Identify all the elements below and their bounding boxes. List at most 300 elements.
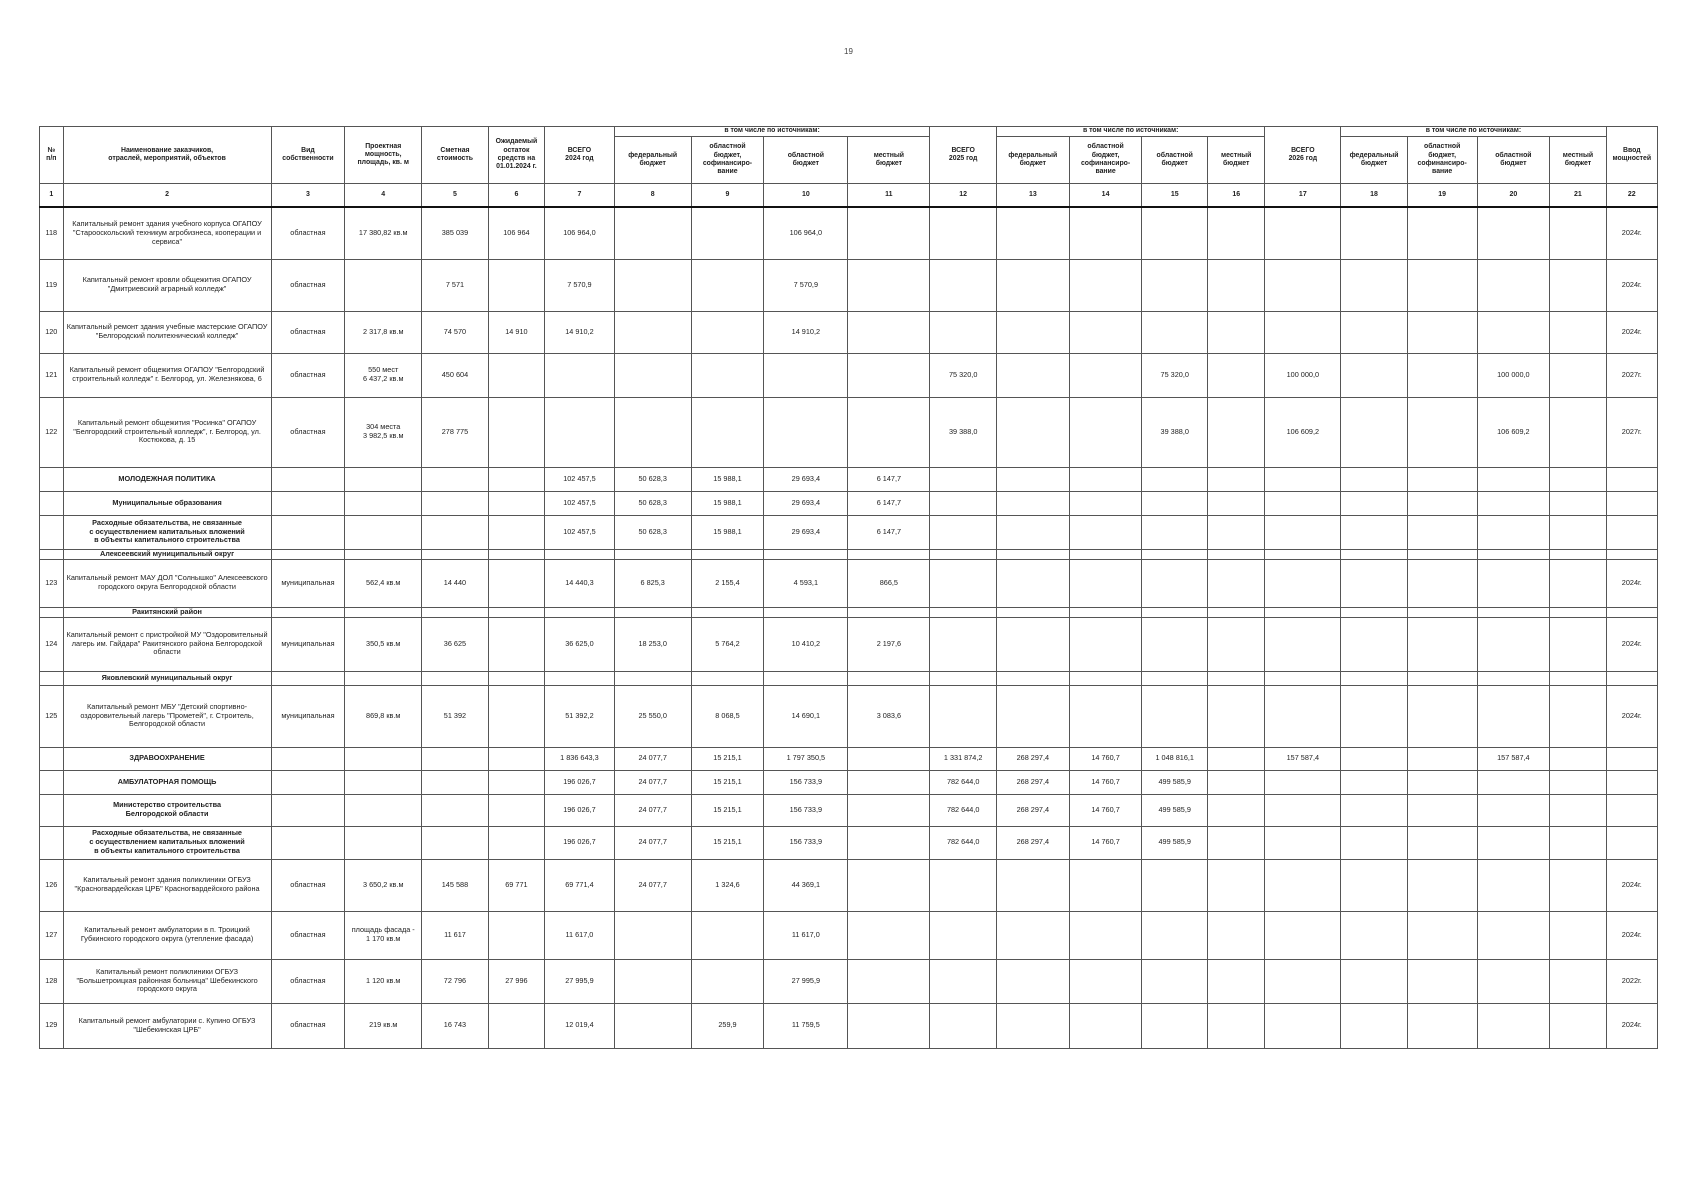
section-row	[40, 747, 1658, 770]
total-2024-cell: 1 836 643,3	[545, 747, 615, 770]
cofinancing-2025-cell	[1069, 207, 1142, 259]
row-number: 121	[40, 353, 64, 397]
cofinancing-2025-cell: 14 760,7	[1069, 770, 1142, 794]
capacity-cell: площадь фасада - 1 170 кв.м	[345, 911, 422, 959]
total-2026-cell	[1265, 491, 1341, 515]
local-2025-cell	[1208, 617, 1265, 671]
column-number: 20	[1477, 184, 1550, 208]
row-number	[40, 770, 64, 794]
investment-table	[39, 126, 1658, 1049]
total-2026-cell: 106 609,2	[1265, 397, 1341, 467]
commissioning-cell	[1606, 770, 1657, 794]
local-2025-cell	[1208, 959, 1265, 1003]
local-2026-cell	[1550, 911, 1606, 959]
column-number: 2	[63, 184, 271, 208]
cost-cell	[422, 607, 489, 617]
federal-2025-cell	[996, 259, 1069, 311]
cost-cell	[422, 794, 489, 826]
row-number: 129	[40, 1003, 64, 1048]
total-2024-cell: 7 570,9	[545, 259, 615, 311]
local-2026-cell	[1550, 747, 1606, 770]
federal-2025-cell	[996, 467, 1069, 491]
local-2024-cell	[848, 747, 930, 770]
object-name: Расходные обязательства, не связанные с осуществлением капитальных вложений в объекты капитального строительства	[63, 826, 271, 859]
cofinancing-2024-cell: 259,9	[691, 1003, 764, 1048]
local-2025-cell	[1208, 467, 1265, 491]
federal-2026-cell	[1341, 559, 1408, 607]
cofinancing-2026-cell	[1407, 794, 1477, 826]
header-local-2026: местный бюджет	[1550, 137, 1606, 184]
cofinancing-2026-cell	[1407, 559, 1477, 607]
cost-cell	[422, 770, 489, 794]
object-name: Капитальный ремонт общежития "Росинка" ОГАПОУ "Белгородский строительный колледж", г. Белгород, ул. Костюкова, д. 15	[63, 397, 271, 467]
federal-2025-cell	[996, 685, 1069, 747]
commissioning-cell	[1606, 607, 1657, 617]
regional-2024-cell: 11 759,5	[764, 1003, 848, 1048]
ownership-cell: областная	[271, 259, 345, 311]
federal-2024-cell	[614, 549, 691, 559]
column-number: 22	[1606, 184, 1657, 208]
cost-cell	[422, 491, 489, 515]
local-2024-cell	[848, 259, 930, 311]
local-2024-cell	[848, 207, 930, 259]
local-2026-cell	[1550, 959, 1606, 1003]
regional-2025-cell: 499 585,9	[1142, 826, 1208, 859]
total-2025-cell: 782 644,0	[930, 770, 997, 794]
commissioning-cell: 2027г.	[1606, 353, 1657, 397]
header-total-2026: ВСЕГО 2026 год	[1265, 127, 1341, 184]
cofinancing-2024-cell: 15 988,1	[691, 467, 764, 491]
remaining-cell: 106 964	[488, 207, 544, 259]
cofinancing-2026-cell	[1407, 207, 1477, 259]
section-row	[40, 549, 1658, 559]
object-name: Капитальный ремонт здания поликлиники ОГБУЗ "Красногвардейская ЦРБ" Красногвардейского района	[63, 859, 271, 911]
local-2024-cell: 3 083,6	[848, 685, 930, 747]
total-2026-cell	[1265, 515, 1341, 549]
object-name: Капитальный ремонт амбулатории в п. Троицкий Губкинского городского округа (утепление фасада)	[63, 911, 271, 959]
total-2025-cell: 1 331 874,2	[930, 747, 997, 770]
regional-2026-cell	[1477, 617, 1550, 671]
capacity-cell: 869,8 кв.м	[345, 685, 422, 747]
capacity-cell: 219 кв.м	[345, 1003, 422, 1048]
column-number: 8	[614, 184, 691, 208]
regional-2024-cell: 14 690,1	[764, 685, 848, 747]
total-2024-cell: 27 995,9	[545, 959, 615, 1003]
cofinancing-2025-cell	[1069, 911, 1142, 959]
header-sources-2026: в том числе по источникам:	[1341, 127, 1606, 137]
regional-2025-cell	[1142, 959, 1208, 1003]
remaining-cell	[488, 607, 544, 617]
column-number: 15	[1142, 184, 1208, 208]
cofinancing-2026-cell	[1407, 259, 1477, 311]
local-2026-cell	[1550, 794, 1606, 826]
local-2026-cell	[1550, 491, 1606, 515]
cofinancing-2025-cell	[1069, 397, 1142, 467]
regional-2025-cell	[1142, 671, 1208, 685]
commissioning-cell	[1606, 671, 1657, 685]
total-2025-cell	[930, 549, 997, 559]
row-number: 123	[40, 559, 64, 607]
ownership-cell: областная	[271, 397, 345, 467]
cost-cell	[422, 671, 489, 685]
header-local-2024: местный бюджет	[848, 137, 930, 184]
local-2025-cell	[1208, 671, 1265, 685]
total-2025-cell	[930, 515, 997, 549]
commissioning-cell: 2024г.	[1606, 259, 1657, 311]
regional-2026-cell	[1477, 207, 1550, 259]
local-2025-cell	[1208, 911, 1265, 959]
federal-2026-cell	[1341, 794, 1408, 826]
federal-2025-cell	[996, 549, 1069, 559]
regional-2026-cell	[1477, 1003, 1550, 1048]
cost-cell: 11 617	[422, 911, 489, 959]
total-2025-cell: 782 644,0	[930, 794, 997, 826]
total-2024-cell: 51 392,2	[545, 685, 615, 747]
cost-cell	[422, 826, 489, 859]
ownership-cell: муниципальная	[271, 685, 345, 747]
total-2024-cell: 196 026,7	[545, 826, 615, 859]
ownership-cell	[271, 515, 345, 549]
total-2024-cell: 102 457,5	[545, 515, 615, 549]
row-number	[40, 515, 64, 549]
local-2024-cell: 6 147,7	[848, 491, 930, 515]
cofinancing-2026-cell	[1407, 467, 1477, 491]
total-2026-cell	[1265, 1003, 1341, 1048]
ownership-cell	[271, 671, 345, 685]
federal-2025-cell	[996, 353, 1069, 397]
regional-2024-cell: 4 593,1	[764, 559, 848, 607]
header-name: Наименование заказчиков, отраслей, мероприятий, объектов	[63, 127, 271, 184]
federal-2025-cell	[996, 617, 1069, 671]
local-2024-cell	[848, 397, 930, 467]
federal-2026-cell	[1341, 685, 1408, 747]
total-2026-cell	[1265, 617, 1341, 671]
cost-cell: 278 775	[422, 397, 489, 467]
column-number: 6	[488, 184, 544, 208]
local-2025-cell	[1208, 397, 1265, 467]
capacity-cell	[345, 515, 422, 549]
ownership-cell: областная	[271, 1003, 345, 1048]
header-regional-2026: областной бюджет	[1477, 137, 1550, 184]
cofinancing-2025-cell	[1069, 515, 1142, 549]
federal-2026-cell	[1341, 607, 1408, 617]
section-row	[40, 770, 1658, 794]
ownership-cell	[271, 467, 345, 491]
cofinancing-2024-cell: 15 215,1	[691, 770, 764, 794]
local-2026-cell	[1550, 671, 1606, 685]
total-2026-cell	[1265, 207, 1341, 259]
total-2025-cell	[930, 617, 997, 671]
regional-2026-cell	[1477, 549, 1550, 559]
object-name: Министерство строительства Белгородской области	[63, 794, 271, 826]
cost-cell	[422, 549, 489, 559]
capacity-cell: 1 120 кв.м	[345, 959, 422, 1003]
federal-2026-cell	[1341, 207, 1408, 259]
header-local-2025: местный бюджет	[1208, 137, 1265, 184]
cofinancing-2026-cell	[1407, 353, 1477, 397]
cost-cell: 450 604	[422, 353, 489, 397]
federal-2025-cell	[996, 911, 1069, 959]
remaining-cell	[488, 826, 544, 859]
total-2025-cell	[930, 911, 997, 959]
regional-2024-cell: 29 693,4	[764, 467, 848, 491]
capacity-cell	[345, 467, 422, 491]
federal-2025-cell: 268 297,4	[996, 747, 1069, 770]
federal-2025-cell	[996, 607, 1069, 617]
capacity-cell	[345, 747, 422, 770]
table-row	[40, 311, 1658, 353]
federal-2026-cell	[1341, 859, 1408, 911]
total-2025-cell	[930, 1003, 997, 1048]
federal-2025-cell	[996, 1003, 1069, 1048]
header-capacity: Проектная мощность, площадь, кв. м	[345, 127, 422, 184]
capacity-cell: 17 380,82 кв.м	[345, 207, 422, 259]
object-name: Капитальный ремонт МБУ "Детский спортивно-оздоровительный лагерь "Прометей", г. Строитель, Белгородской области	[63, 685, 271, 747]
cofinancing-2024-cell	[691, 549, 764, 559]
total-2025-cell	[930, 685, 997, 747]
federal-2026-cell	[1341, 747, 1408, 770]
capacity-cell: 350,5 кв.м	[345, 617, 422, 671]
cofinancing-2026-cell	[1407, 671, 1477, 685]
column-number: 10	[764, 184, 848, 208]
regional-2025-cell	[1142, 467, 1208, 491]
regional-2026-cell	[1477, 491, 1550, 515]
federal-2024-cell: 24 077,7	[614, 747, 691, 770]
row-number: 122	[40, 397, 64, 467]
cofinancing-2024-cell: 1 324,6	[691, 859, 764, 911]
federal-2025-cell	[996, 311, 1069, 353]
regional-2026-cell	[1477, 959, 1550, 1003]
header-total-2025: ВСЕГО 2025 год	[930, 127, 997, 184]
total-2025-cell	[930, 467, 997, 491]
federal-2024-cell	[614, 911, 691, 959]
column-number: 13	[996, 184, 1069, 208]
column-number: 17	[1265, 184, 1341, 208]
object-name: Капитальный ремонт общежития ОГАПОУ "Белгородский строительный колледж" г. Белгород, ул. Железнякова, 6	[63, 353, 271, 397]
regional-2024-cell	[764, 607, 848, 617]
total-2026-cell	[1265, 794, 1341, 826]
local-2026-cell	[1550, 467, 1606, 491]
column-number: 12	[930, 184, 997, 208]
commissioning-cell	[1606, 794, 1657, 826]
regional-2025-cell	[1142, 515, 1208, 549]
object-name: Ракитянский район	[63, 607, 271, 617]
regional-2024-cell: 29 693,4	[764, 515, 848, 549]
column-number: 5	[422, 184, 489, 208]
section-row	[40, 607, 1658, 617]
cofinancing-2025-cell	[1069, 549, 1142, 559]
local-2025-cell	[1208, 770, 1265, 794]
capacity-cell	[345, 794, 422, 826]
federal-2026-cell	[1341, 397, 1408, 467]
ownership-cell: муниципальная	[271, 559, 345, 607]
regional-2024-cell: 156 733,9	[764, 770, 848, 794]
cofinancing-2025-cell: 14 760,7	[1069, 747, 1142, 770]
federal-2026-cell	[1341, 491, 1408, 515]
object-name: Капитальный ремонт с пристройкой МУ "Оздоровительный лагерь им. Гайдара" Ракитянского района Белгородской области	[63, 617, 271, 671]
capacity-cell: 304 места 3 982,5 кв.м	[345, 397, 422, 467]
capacity-cell: 3 650,2 кв.м	[345, 859, 422, 911]
federal-2026-cell	[1341, 311, 1408, 353]
total-2026-cell	[1265, 607, 1341, 617]
cofinancing-2026-cell	[1407, 685, 1477, 747]
total-2024-cell: 106 964,0	[545, 207, 615, 259]
local-2026-cell	[1550, 770, 1606, 794]
federal-2024-cell	[614, 1003, 691, 1048]
federal-2026-cell	[1341, 467, 1408, 491]
federal-2025-cell: 268 297,4	[996, 794, 1069, 826]
regional-2026-cell	[1477, 311, 1550, 353]
federal-2024-cell: 50 628,3	[614, 467, 691, 491]
local-2025-cell	[1208, 515, 1265, 549]
total-2026-cell	[1265, 959, 1341, 1003]
remaining-cell	[488, 617, 544, 671]
local-2026-cell	[1550, 549, 1606, 559]
federal-2025-cell	[996, 559, 1069, 607]
cofinancing-2025-cell: 14 760,7	[1069, 826, 1142, 859]
object-name: Муниципальные образования	[63, 491, 271, 515]
federal-2025-cell	[996, 397, 1069, 467]
cofinancing-2024-cell: 15 215,1	[691, 747, 764, 770]
cofinancing-2026-cell	[1407, 859, 1477, 911]
cofinancing-2025-cell	[1069, 559, 1142, 607]
object-name: Капитальный ремонт амбулатории с. Купино ОГБУЗ "Шебекинская ЦРБ"	[63, 1003, 271, 1048]
regional-2026-cell	[1477, 259, 1550, 311]
federal-2026-cell	[1341, 549, 1408, 559]
total-2026-cell	[1265, 671, 1341, 685]
total-2026-cell	[1265, 549, 1341, 559]
regional-2024-cell	[764, 397, 848, 467]
federal-2024-cell: 25 550,0	[614, 685, 691, 747]
federal-2026-cell	[1341, 515, 1408, 549]
commissioning-cell	[1606, 467, 1657, 491]
cofinancing-2025-cell	[1069, 685, 1142, 747]
regional-2025-cell	[1142, 549, 1208, 559]
row-number	[40, 671, 64, 685]
header-federal-2026: федеральный бюджет	[1341, 137, 1408, 184]
cost-cell: 36 625	[422, 617, 489, 671]
remaining-cell: 14 910	[488, 311, 544, 353]
total-2024-cell	[545, 397, 615, 467]
cofinancing-2025-cell	[1069, 617, 1142, 671]
local-2025-cell	[1208, 607, 1265, 617]
federal-2026-cell	[1341, 826, 1408, 859]
capacity-cell	[345, 549, 422, 559]
remaining-cell	[488, 1003, 544, 1048]
cofinancing-2024-cell	[691, 911, 764, 959]
local-2024-cell	[848, 353, 930, 397]
total-2026-cell	[1265, 685, 1341, 747]
regional-2024-cell: 11 617,0	[764, 911, 848, 959]
column-number: 14	[1069, 184, 1142, 208]
cofinancing-2026-cell	[1407, 770, 1477, 794]
capacity-cell	[345, 607, 422, 617]
object-name: Расходные обязательства, не связанные с осуществлением капитальных вложений в объекты капитального строительства	[63, 515, 271, 549]
regional-2024-cell: 44 369,1	[764, 859, 848, 911]
row-number: 125	[40, 685, 64, 747]
row-number	[40, 549, 64, 559]
local-2024-cell	[848, 1003, 930, 1048]
federal-2025-cell	[996, 959, 1069, 1003]
total-2024-cell: 12 019,4	[545, 1003, 615, 1048]
regional-2026-cell	[1477, 607, 1550, 617]
regional-2025-cell	[1142, 559, 1208, 607]
regional-2025-cell: 75 320,0	[1142, 353, 1208, 397]
local-2025-cell	[1208, 491, 1265, 515]
total-2024-cell	[545, 671, 615, 685]
regional-2026-cell	[1477, 559, 1550, 607]
local-2025-cell	[1208, 685, 1265, 747]
cost-cell: 72 796	[422, 959, 489, 1003]
regional-2024-cell: 106 964,0	[764, 207, 848, 259]
table-row	[40, 397, 1658, 467]
section-row	[40, 515, 1658, 549]
commissioning-cell: 2024г.	[1606, 559, 1657, 607]
ownership-cell: областная	[271, 859, 345, 911]
total-2026-cell	[1265, 826, 1341, 859]
ownership-cell	[271, 549, 345, 559]
local-2025-cell	[1208, 559, 1265, 607]
row-number: 118	[40, 207, 64, 259]
regional-2026-cell	[1477, 859, 1550, 911]
cofinancing-2025-cell	[1069, 671, 1142, 685]
commissioning-cell: 2024г.	[1606, 207, 1657, 259]
local-2026-cell	[1550, 397, 1606, 467]
regional-2024-cell: 29 693,4	[764, 491, 848, 515]
local-2025-cell	[1208, 549, 1265, 559]
header-number: № п/п	[40, 127, 64, 184]
cofinancing-2026-cell	[1407, 1003, 1477, 1048]
remaining-cell	[488, 259, 544, 311]
federal-2024-cell: 24 077,7	[614, 794, 691, 826]
cofinancing-2024-cell: 15 988,1	[691, 515, 764, 549]
cost-cell: 7 571	[422, 259, 489, 311]
total-2026-cell	[1265, 859, 1341, 911]
header-regional-2024: областной бюджет	[764, 137, 848, 184]
header-federal-2025: федеральный бюджет	[996, 137, 1069, 184]
total-2026-cell	[1265, 770, 1341, 794]
remaining-cell: 69 771	[488, 859, 544, 911]
cofinancing-2026-cell	[1407, 607, 1477, 617]
local-2024-cell	[848, 911, 930, 959]
federal-2025-cell	[996, 515, 1069, 549]
federal-2025-cell	[996, 671, 1069, 685]
cofinancing-2025-cell	[1069, 467, 1142, 491]
column-number: 19	[1407, 184, 1477, 208]
cofinancing-2024-cell	[691, 959, 764, 1003]
federal-2024-cell: 50 628,3	[614, 491, 691, 515]
cofinancing-2026-cell	[1407, 311, 1477, 353]
local-2026-cell	[1550, 607, 1606, 617]
column-number: 4	[345, 184, 422, 208]
total-2026-cell	[1265, 311, 1341, 353]
regional-2026-cell	[1477, 515, 1550, 549]
row-number	[40, 794, 64, 826]
row-number	[40, 826, 64, 859]
federal-2024-cell	[614, 259, 691, 311]
federal-2026-cell	[1341, 959, 1408, 1003]
regional-2025-cell: 1 048 816,1	[1142, 747, 1208, 770]
section-row	[40, 826, 1658, 859]
section-row	[40, 467, 1658, 491]
remaining-cell	[488, 794, 544, 826]
cofinancing-2025-cell	[1069, 859, 1142, 911]
total-2024-cell: 11 617,0	[545, 911, 615, 959]
federal-2025-cell	[996, 859, 1069, 911]
local-2024-cell	[848, 549, 930, 559]
federal-2026-cell	[1341, 1003, 1408, 1048]
cofinancing-2024-cell	[691, 207, 764, 259]
